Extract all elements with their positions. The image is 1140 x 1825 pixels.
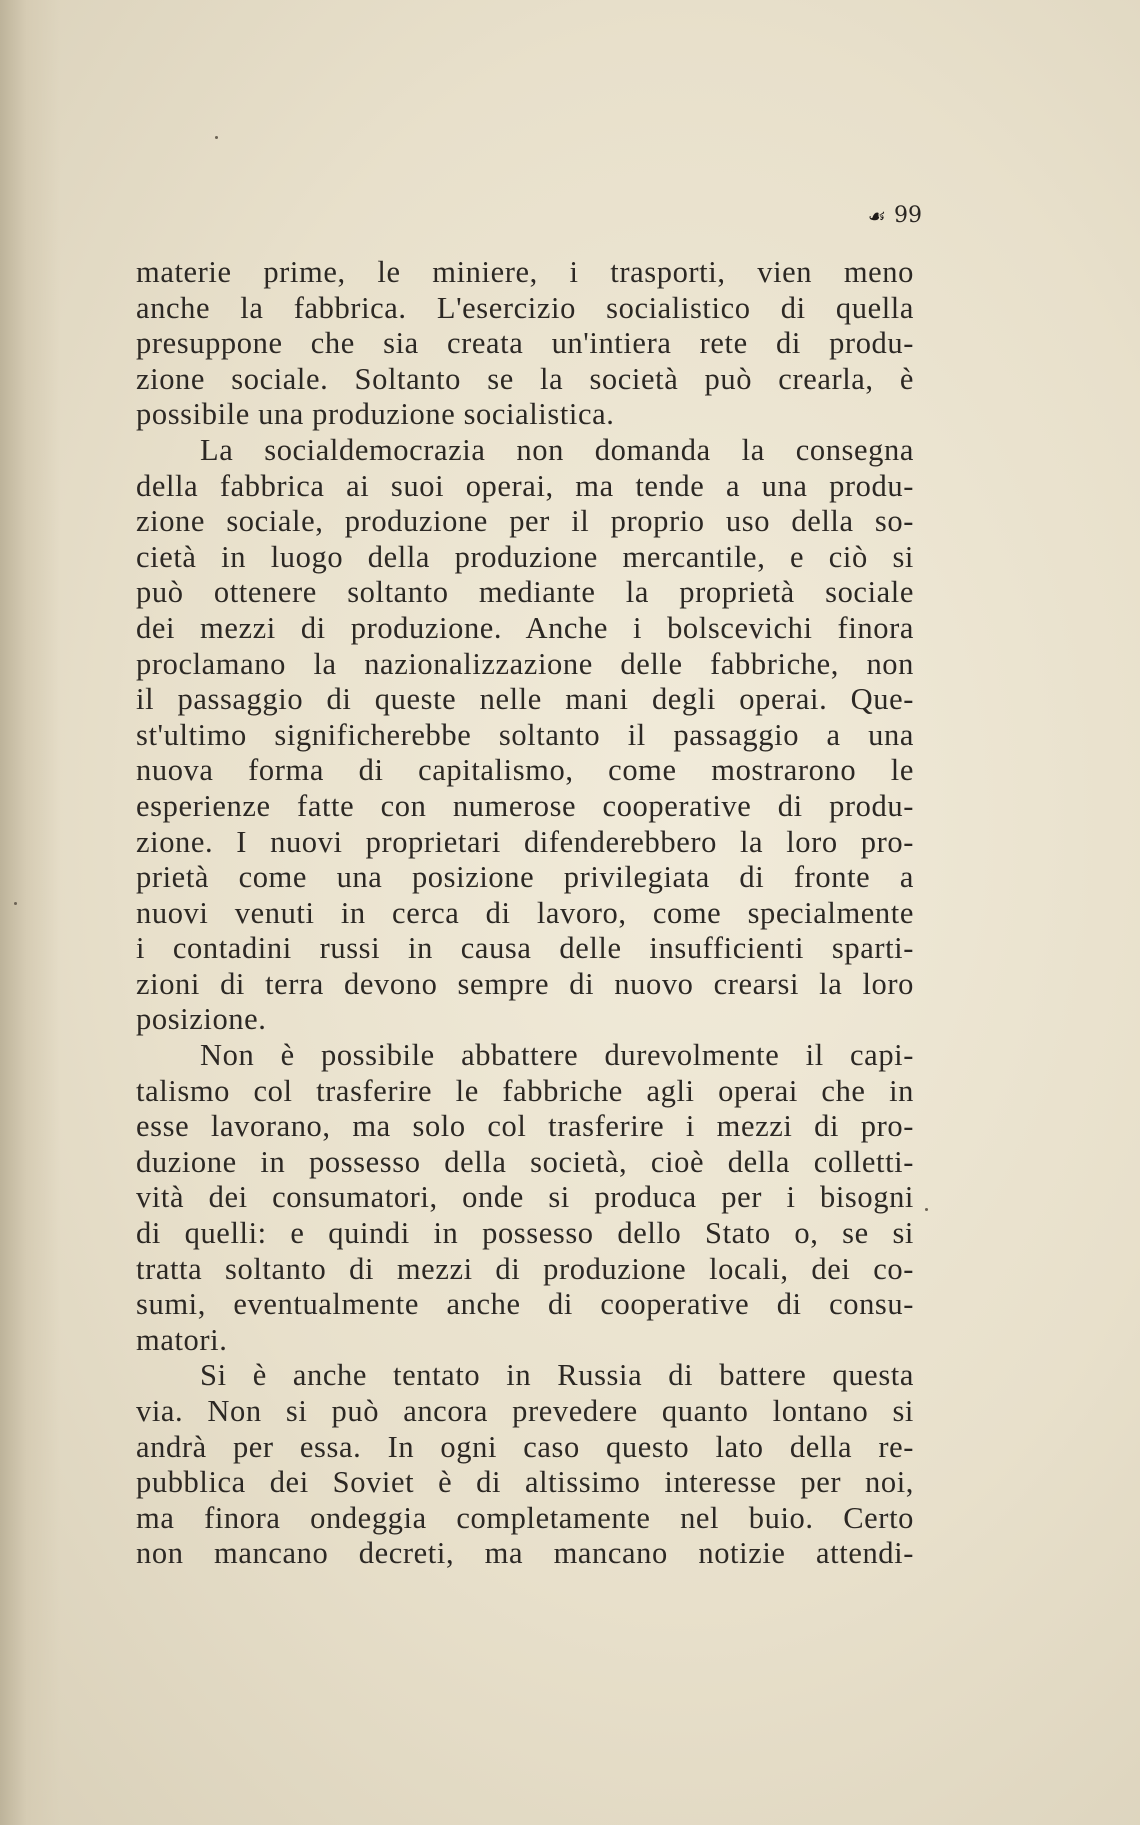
text-line: possibile una produzione socialistica. xyxy=(136,397,615,432)
paragraph-1 xyxy=(136,255,914,433)
paper-speck xyxy=(925,1208,928,1211)
text-line: zione. I nuovi proprietari difenderebbero la loro pro- xyxy=(136,824,914,859)
page-header xyxy=(865,203,922,228)
page-gutter-shadow xyxy=(0,0,60,1825)
text-line: dei mezzi di produzione. Anche i bolscevichi finora xyxy=(136,610,914,645)
paper-speck xyxy=(215,136,218,139)
text-line: matori. xyxy=(136,1322,228,1357)
text-line: prietà come una posizione privilegiata di fronte a xyxy=(136,860,914,895)
text-line: materie prime, le miniere, i trasporti, vien meno xyxy=(136,255,914,289)
text-line: di quelli: e quindi in possesso dello Stato o, se si xyxy=(136,1216,914,1251)
text-line: anche la fabbrica. L'esercizio socialistico di quella xyxy=(136,290,914,325)
text-line: il passaggio di queste nelle mani degli operai. Que- xyxy=(136,682,914,717)
text-line: Non è possibile abbattere durevolmente il capi- xyxy=(200,1038,914,1073)
text-line: ma finora ondeggia completamente nel buio. Certo xyxy=(136,1500,914,1535)
text-line: nuova forma di capitalismo, come mostrarono le xyxy=(136,753,914,788)
text-line: può ottenere soltanto mediante la proprietà sociale xyxy=(136,575,914,610)
text-line: via. Non si può ancora prevedere quanto lontano si xyxy=(136,1394,914,1428)
text-line: tratta soltanto di mezzi di produzione locali, dei co- xyxy=(136,1251,914,1286)
paragraph-4 xyxy=(136,1358,914,1572)
text-line: esse lavorano, ma solo col trasferire i mezzi di pro- xyxy=(136,1109,914,1144)
text-line: nuovi venuti in cerca di lavoro, come specialmente xyxy=(136,895,914,930)
paper-speck xyxy=(14,902,17,905)
text-line: vità dei consumatori, onde si produca per i bisogni xyxy=(136,1180,914,1215)
text-line: presuppone che sia creata un'intiera rete di produ- xyxy=(136,326,914,361)
text-line: Si è anche tentato in Russia di battere questa xyxy=(200,1358,914,1393)
text-line: non mancano decreti, ma mancano notizie attendi- xyxy=(136,1536,914,1571)
page-number: 99 xyxy=(894,203,922,228)
paragraph-3 xyxy=(136,1038,914,1358)
text-line: talismo col trasferire le fabbriche agli operai che in xyxy=(136,1073,914,1108)
ornament-icon: ☙ xyxy=(865,203,889,228)
text-line: zione sociale, produzione per il proprio uso della so- xyxy=(136,504,914,539)
text-line: i contadini russi in causa delle insufficienti sparti- xyxy=(136,931,914,966)
text-line: andrà per essa. In ogni caso questo lato della re- xyxy=(136,1429,914,1464)
text-line: sumi, eventualmente anche di cooperative di consu- xyxy=(136,1287,914,1322)
text-line: zioni di terra devono sempre di nuovo crearsi la loro xyxy=(136,966,914,1001)
text-line: esperienze fatte con numerose cooperative di produ- xyxy=(136,788,914,823)
text-line: pubblica dei Soviet è di altissimo interesse per noi, xyxy=(136,1465,914,1500)
text-line: posizione. xyxy=(136,1002,267,1037)
text-line: zione sociale. Soltanto se la società può crearla, è xyxy=(136,361,914,396)
text-line: duzione in possesso della società, cioè della colletti- xyxy=(136,1144,914,1179)
text-line: cietà in luogo della produzione mercantile, e ciò si xyxy=(136,539,914,574)
text-line: della fabbrica ai suoi operai, ma tende a una produ- xyxy=(136,468,914,503)
paragraph-2 xyxy=(136,433,914,1038)
text-line: st'ultimo significherebbe soltanto il passaggio a una xyxy=(136,717,914,752)
text-line: La socialdemocrazia non domanda la consegna xyxy=(200,432,914,467)
text-line: proclamano la nazionalizzazione delle fabbriche, non xyxy=(136,646,914,681)
body-text xyxy=(136,255,914,1572)
